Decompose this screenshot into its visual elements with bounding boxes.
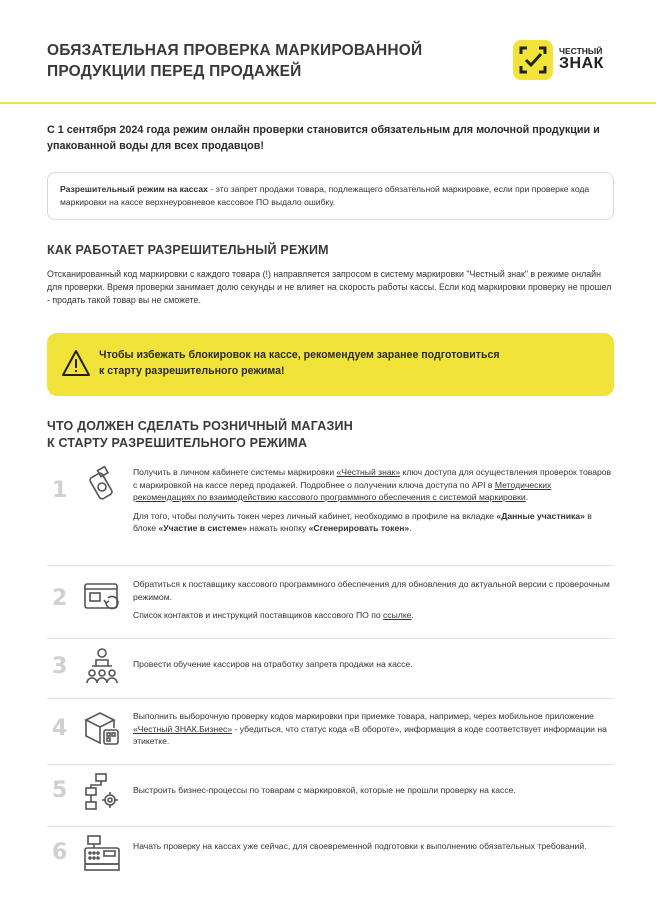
definition-term: Разрешительный режим на кассах [60,184,208,194]
logo-text-top: ЧЕСТНЫЙ [559,46,603,56]
chestny-znak-link[interactable]: «Честный знак» [336,467,401,477]
page-header [47,40,617,90]
step-number: 3 [52,654,68,679]
step-5-body: Выстроить бизнес-процессы по товарам с маркировкой, которые не прошли проверку на кассе. [133,785,516,795]
box-scan-icon [82,708,122,748]
step-number: 6 [52,840,68,865]
training-audience-icon [82,646,122,686]
step-6-body: Начать проверку на кассах уже сейчас, для своевременной подготовки к выполнению обязательных требований. [133,841,587,851]
header-divider [0,102,656,104]
logo-text-bottom: ЗНАК [559,55,604,72]
how-it-works-text: Отсканированный код маркировки с каждого товара (!) направляется запросом в систему маркировки "Честный знак" в режиме онлайн для проверки. Время проверки занимает долю секунды и не влияет на скорость работы кассы. Если код маркировки проверку не прошел - продать такой товар вы не сможете. [47,269,612,306]
step-3-body: Провести обучение кассиров на отработку запрета продажи на кассе. [133,659,413,669]
definition-box [47,172,614,220]
process-gear-icon [82,772,122,812]
step-divider [47,698,614,699]
how-it-works-heading: КАК РАБОТАЕТ РАЗРЕШИТЕЛЬНЫЙ РЕЖИМ [47,243,329,257]
step-divider [47,565,614,566]
vendors-link[interactable]: ссылке [383,610,412,621]
step-6 [47,832,614,882]
business-app-link[interactable]: «Честный ЗНАК.Бизнес» [133,723,233,734]
warning-triangle-icon [61,348,91,378]
step-divider [47,764,614,765]
step-1 [47,460,614,558]
warning-box [47,333,614,396]
usb-key-icon [82,464,122,504]
step-number: 2 [52,586,68,611]
step-number: 1 [52,478,68,503]
cash-register-icon [82,834,122,874]
step-1-body: Получить в личном кабинете системы маркировки «Честный знак» ключ доступа для осуществления проверок товаров с маркировкой на кассе перед продажей. Подробнее о получении ключа доступа по API в Методических рекомендациях по взаимодействию кассового программного обеспечения с системой маркировки. Для того, чтобы получить токен через личный кабинет, необходимо в профиле на вкладке «Данные участника» в блоке «Участие в системе» нажать кнопку «Сгенерировать токен». [133,467,612,534]
step-divider [47,826,614,827]
intro-text: С 1 сентября 2024 года режим онлайн проверки становится обязательным для молочной продукции и упакованной воды для всех продавцов! [47,124,600,152]
step-5 [47,770,614,820]
definition-text: - это запрет продажи товара, подлежащего обязательной маркировке, если при проверке кода маркировки на кассе верхнеуровневое кассовое ПО выдало ошибку. [60,184,590,207]
step-3 [47,644,614,694]
software-update-icon [82,578,122,618]
guidelines-link[interactable]: Методических рекомендациях по взаимодействию кассового программного обеспечения с системой маркировки [133,479,552,503]
step-divider [47,638,614,639]
step-2-body: Обратиться к поставщику кассового программного обеспечения для обновления до актуальной версии с проверочным режимом. Список контактов и инструкций поставщиков кассового ПО по ссылке. [133,579,610,621]
step-number: 4 [52,716,68,741]
step-number: 5 [52,778,68,803]
page-title: ОБЯЗАТЕЛЬНАЯ ПРОВЕРКА МАРКИРОВАННОЙ ПРОДУКЦИИ ПЕРЕД ПРОДАЖЕЙ [47,42,423,80]
step-4 [47,704,614,760]
steps-heading: ЧТО ДОЛЖЕН СДЕЛАТЬ РОЗНИЧНЫЙ МАГАЗИН К СТАРТУ РАЗРЕШИТЕЛЬНОГО РЕЖИМА [47,419,353,450]
logo-mark-icon [513,40,553,80]
step-2 [47,572,614,632]
step-4-body: Выполнить выборочную проверку кодов маркировки при приемке товара, например, через мобильное приложение «Честный ЗНАК.Бизнес» - убедиться, что статус кода «В обороте», информация в коде соответствует информации на этикетке. [133,711,607,747]
chestny-znak-logo [513,40,613,84]
warning-text: Чтобы избежать блокировок на кассе, рекомендуем заранее подготовиться к старту разрешительного режима! [99,349,500,377]
